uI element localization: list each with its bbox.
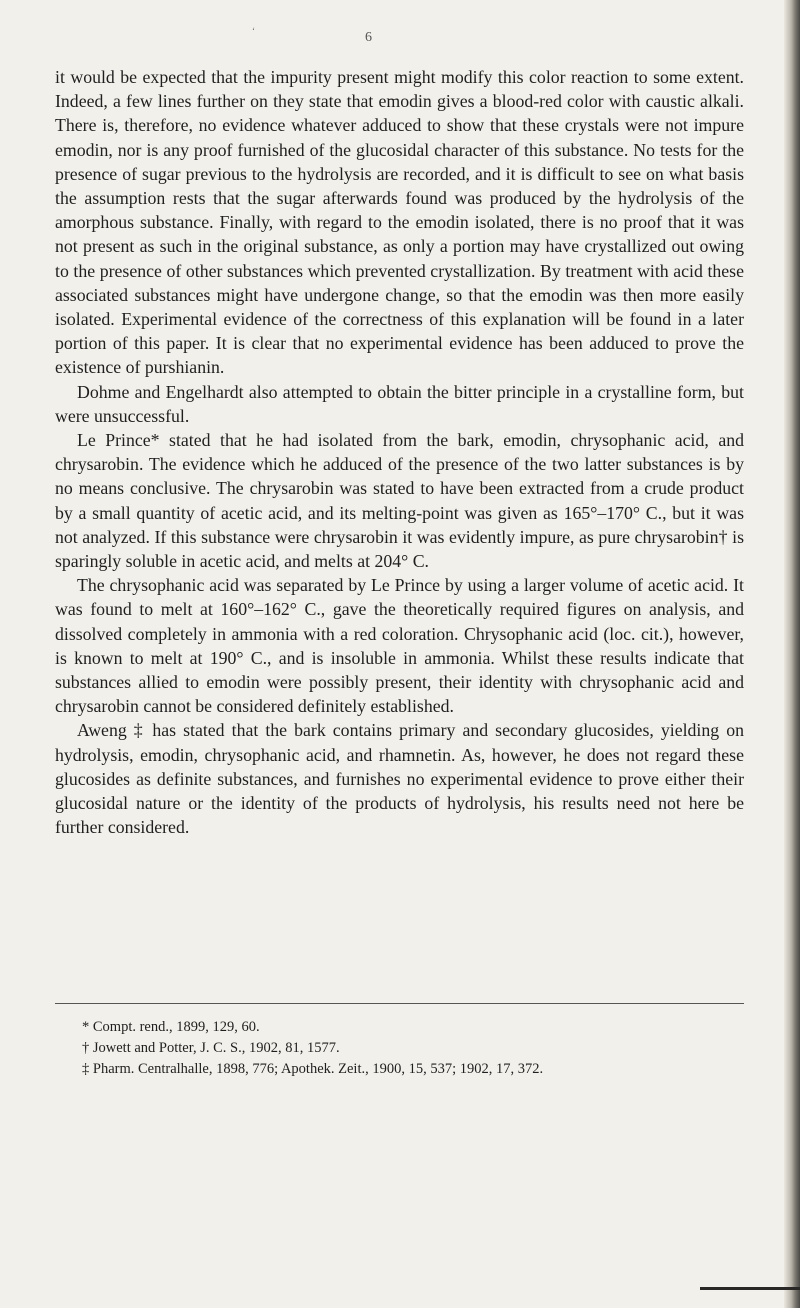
page-edge-shadow xyxy=(784,0,800,1308)
paragraph-purshianin-critique: it would be expected that the impurity present might modify this color reaction to some extent. Indeed, a few lines further on they state that emodin gives a blood-red color with caustic alkali. There is, therefore, no evidence whatever adduced to show that these crystals were not impure emodin, nor is any proof furnished of the glucosidal character of this substance. No tests for the presence of sugar previous to the hydrolysis are recorded, and it is difficult to see on what basis the assumption rests that the sugar afterwards found was produced by the hydrolysis of the amorphous substance. Finally, with regard to the emodin isolated, there is no proof that it was not present as such in the original substance, as only a portion may have crystallized out owing to the presence of other substances which prevented crystallization. By treatment with acid these associated substances might have undergone change, so that the emodin was then more easily isolated. Experimental evidence of the correctness of this explanation will be found in a later portion of this paper. It is clear that no experimental evidence has been adduced to prove the existence of purshianin. xyxy=(55,67,744,378)
header-mark: ‘ xyxy=(252,26,255,36)
footnote-compt-rend: * Compt. rend., 1899, 129, 60. xyxy=(82,1019,260,1035)
page-edge-mark xyxy=(700,1287,800,1290)
paragraph-chrysophanic-acid: The chrysophanic acid was separated by Le Prince by using a larger volume of acetic acid. It was found to melt at 160°–162° C., gave the theoretically required figures on analysis, and dissolved completely in ammonia with a red coloration. Chrysophanic acid (loc. cit.), however, is known to melt at 190° C., and is insoluble in ammonia. Whilst these results indicate that substances allied to emodin were possibly present, their identity with chrysophanic acid and chrysarobin cannot be considered definitely established. xyxy=(55,575,744,717)
paragraph-le-prince: Le Prince* stated that he had isolated from the bark, emodin, chrysophanic acid, and chrysarobin. The evidence which he adduced of the presence of the two latter substances is by no means conclusive. The chrysarobin was stated to have been extracted from a crude product by a small quantity of acetic acid, and its melting-point was given as 165°–170° C., but it was not analyzed. If this substance were chrysarobin it was evidently impure, as pure chrysarobin† is sparingly soluble in acetic acid, and melts at 204° C. xyxy=(55,430,744,572)
paragraph-aweng: Aweng ‡ has stated that the bark contains primary and secondary glucosides, yielding on hydrolysis, emodin, chrysophanic acid, and rhamnetin. As, however, he does not regard these glucosides as definite substances, and furnishes no experimental evidence to prove either their glucosidal nature or the identity of the products of hydrolysis, his results need not here be further considered. xyxy=(55,720,744,838)
page-number: 6 xyxy=(365,30,372,45)
footnote-pharm-centralhalle: ‡ Pharm. Centralhalle, 1898, 776; Apothek. Zeit., 1900, 15, 537; 1902, 17, 372. xyxy=(82,1061,544,1077)
footnotes xyxy=(82,1017,762,1080)
body-text xyxy=(55,65,744,840)
footnote-jowett-potter: † Jowett and Potter, J. C. S., 1902, 81, 1577. xyxy=(82,1040,340,1056)
footnote-divider xyxy=(55,1003,744,1004)
paragraph-dohme-engelhardt: Dohme and Engelhardt also attempted to obtain the bitter principle in a crystalline form, but were unsuccessful. xyxy=(55,381,744,426)
